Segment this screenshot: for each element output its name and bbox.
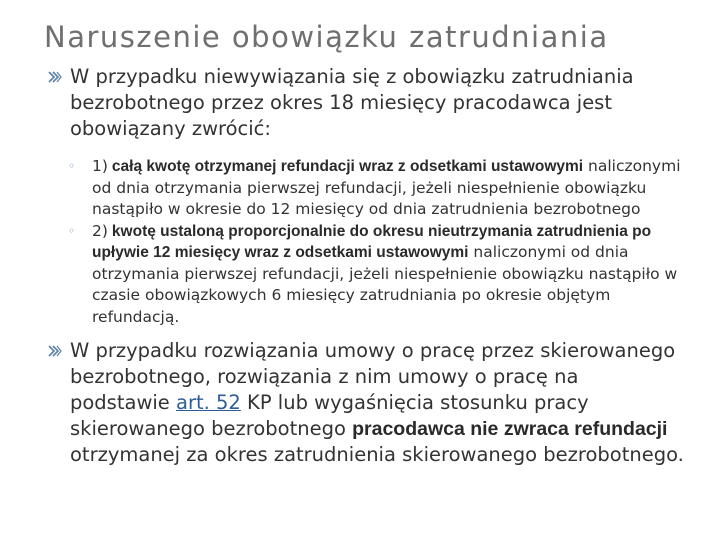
bullet-paragraph-2 [44, 338, 684, 468]
bullet-arrow-icon [48, 70, 62, 84]
slide-title: Naruszenie obowiązku zatrudniania [44, 20, 609, 54]
sub-bullet-ring-icon: ◦ [68, 159, 76, 173]
slide-content [44, 64, 684, 468]
sub-list [44, 156, 684, 328]
sub-item-bold-text: całą kwotę otrzymanej refundacji wraz z odsetkami ustawowymi [111, 158, 584, 175]
bullet-paragraph-2-text-part-2: KP lub wygaśnięcia stosunku pracy skierowanego bezrobotnego [70, 391, 589, 440]
sub-item-text: naliczonymi od dnia otrzymania pierwszej refundacji, jeżeli niespełnienie obowiązku nastąpiło w czasie obowiązkowych 6 miesięcy zatrudniania po okresie objętym refundacją. [92, 243, 678, 326]
sub-list-item-1 [44, 156, 684, 221]
bullet-arrow-icon [48, 344, 62, 358]
bullet-paragraph-2-bold-text: pracodawca nie zwraca refundacji [352, 418, 668, 440]
sub-item-number: 1) [92, 157, 108, 175]
article-52-link[interactable]: art. 52 [176, 391, 241, 414]
sub-item-bold-text: kwotę ustaloną proporcjonalnie do okresu nieutrzymania zatrudnienia po upływie 12 miesięcy wraz z odsetkami ustawowymi [92, 222, 652, 261]
sub-item-number: 2) [92, 221, 108, 240]
sub-bullet-ring-icon: ◦ [68, 223, 76, 238]
bullet-paragraph-1 [44, 64, 684, 142]
sub-item-text: naliczonymi od dnia otrzymania pierwszej refundacji, jeżeli niespełnienie obowiązku nastąpiło w okresie do 12 miesięcy od dnia zatrudnienia bezrobotnego [92, 157, 681, 218]
bullet-paragraph-2-text-part-1: W przypadku rozwiązania umowy o pracę przez skierowanego bezrobotnego, rozwiązania z nim umowy o pracę na podstawie [70, 339, 676, 414]
sub-list-item-2 [44, 221, 684, 329]
bullet-paragraph-1-text: W przypadku niewywiązania się z obowiązku zatrudniania bezrobotnego przez okres 18 miesięcy pracodawca jest obowiązany zwrócić: [70, 65, 634, 140]
bullet-paragraph-2-text-part-3: otrzymanej za okres zatrudnienia skierowanego bezrobotnego. [70, 443, 684, 466]
